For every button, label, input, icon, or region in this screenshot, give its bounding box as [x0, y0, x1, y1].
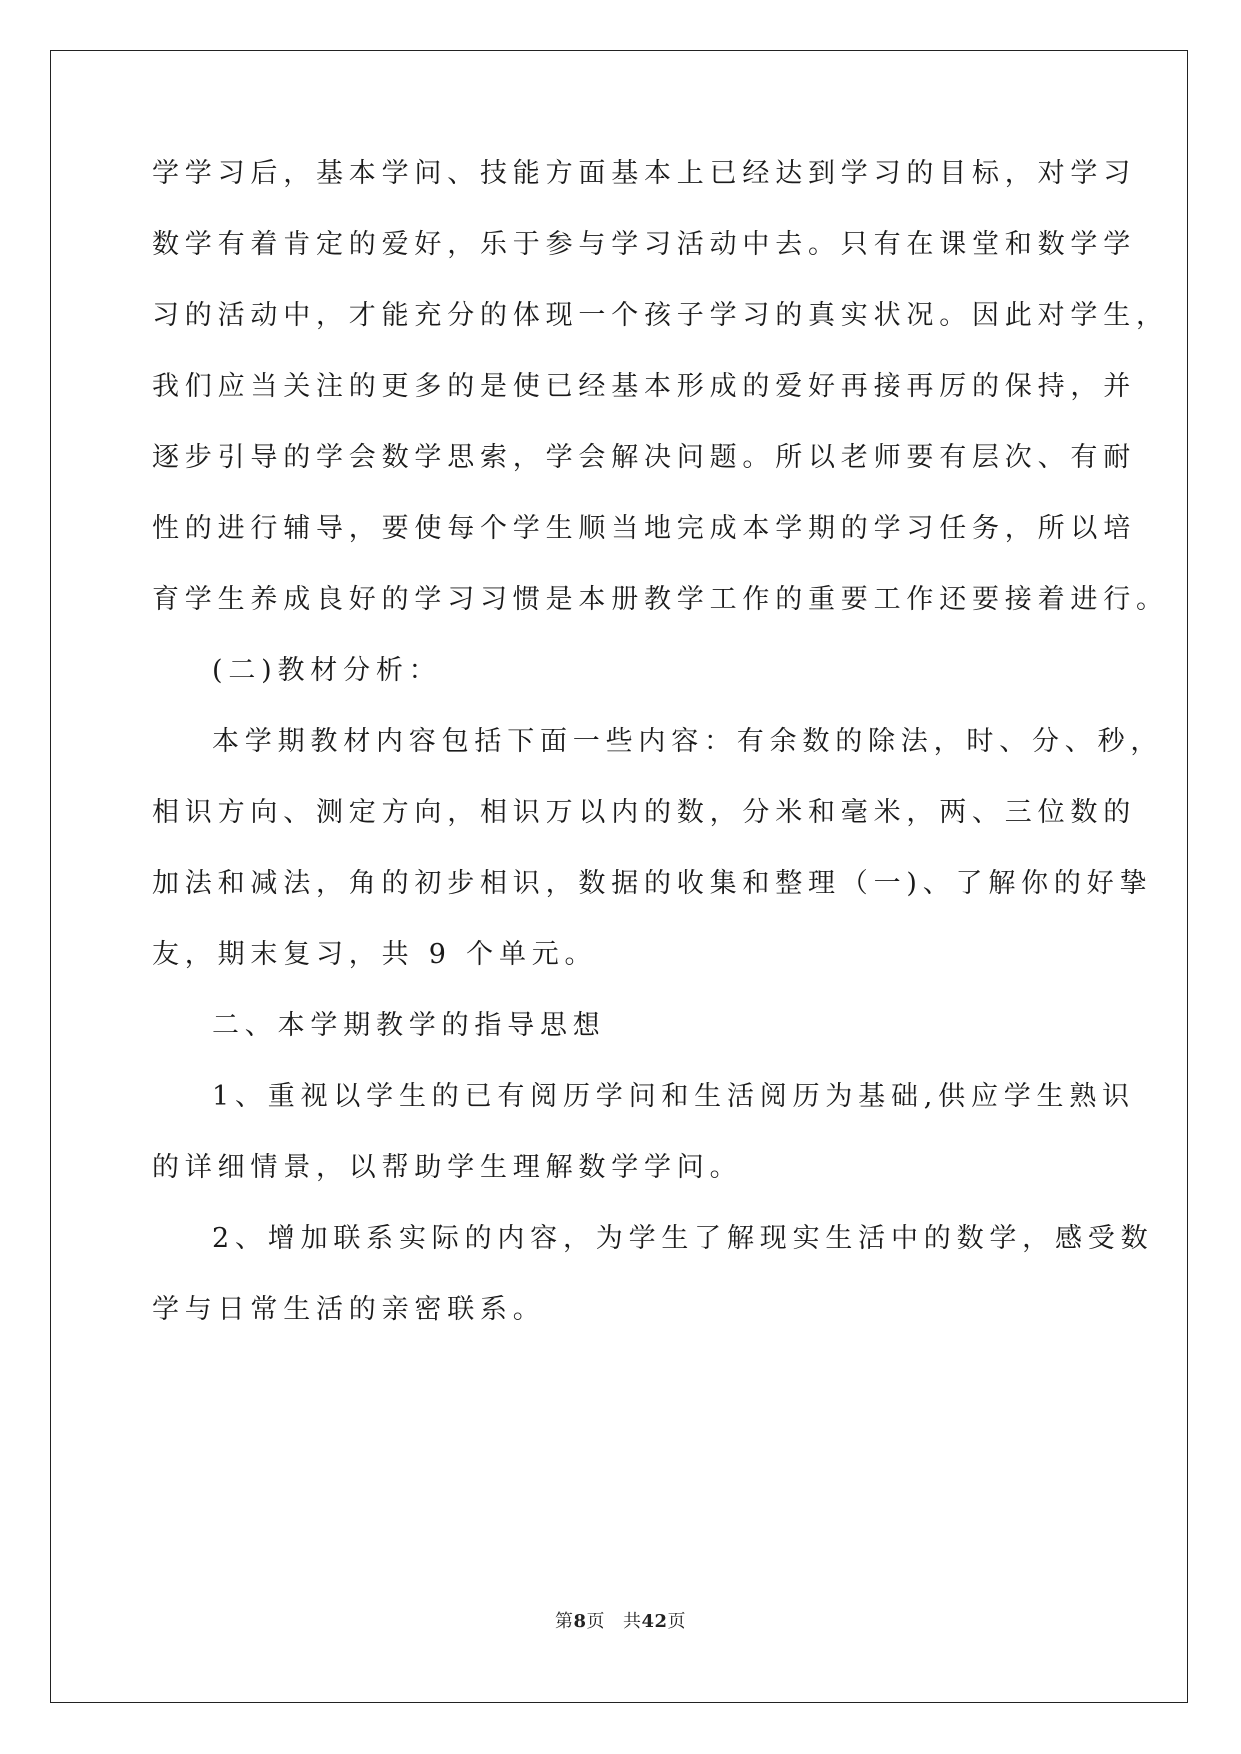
footer-total-pages: 42 — [641, 1611, 668, 1632]
page-footer — [0, 1611, 1241, 1633]
footer-total-suffix: 页 — [667, 1611, 687, 1632]
body-line-2: 数学有着肯定的爱好，乐于参与学习活动中去。只有在课堂和数学学 — [152, 229, 1136, 260]
footer-page-suffix: 页 — [586, 1611, 605, 1632]
body-line-3: 习的活动中，才能充分的体现一个孩子学习的真实状况。因此对学生， — [152, 300, 1169, 331]
body-line-14: 1、重视以学生的已有阅历学问和生活阅历为基础,供应学生熟识 — [212, 1081, 1135, 1112]
footer-page-prefix: 第 — [554, 1611, 574, 1632]
body-line-17: 学与日常生活的亲密联系。 — [152, 1294, 546, 1325]
body-line-11: 加法和减法，角的初步相识，数据的收集和整理（一)、了解你的好挚 — [152, 868, 1153, 899]
body-line-6: 性的进行辅导，要使每个学生顺当地完成本学期的学习任务，所以培 — [152, 513, 1136, 544]
section-heading-guiding-ideology: 二、本学期教学的指导思想 — [212, 1010, 606, 1041]
body-line-4: 我们应当关注的更多的是使已经基本形成的爱好再接再厉的保持，并 — [152, 371, 1136, 402]
body-line-7: 育学生养成良好的学习习惯是本册教学工作的重要工作还要接着进行。 — [152, 584, 1169, 615]
body-line-15: 的详细情景，以帮助学生理解数学学问。 — [152, 1152, 743, 1183]
body-line-12: 友，期末复习，共 9 个单元。 — [152, 939, 598, 970]
section-heading-textbook-analysis: (二)教材分析： — [212, 655, 442, 686]
body-line-5: 逐步引导的学会数学思索，学会解决问题。所以老师要有层次、有耐 — [152, 442, 1136, 473]
footer-page-number: 8 — [573, 1611, 587, 1632]
body-line-1: 学学习后，基本学问、技能方面基本上已经达到学习的目标，对学习 — [152, 158, 1136, 189]
body-line-10: 相识方向、测定方向，相识万以内的数，分米和毫米，两、三位数的 — [152, 797, 1136, 828]
footer-total-prefix: 共 — [622, 1611, 642, 1632]
body-line-16: 2、增加联系实际的内容，为学生了解现实生活中的数学，感受数 — [212, 1223, 1154, 1254]
body-line-9: 本学期教材内容包括下面一些内容：有余数的除法，时、分、秒， — [212, 726, 1164, 757]
